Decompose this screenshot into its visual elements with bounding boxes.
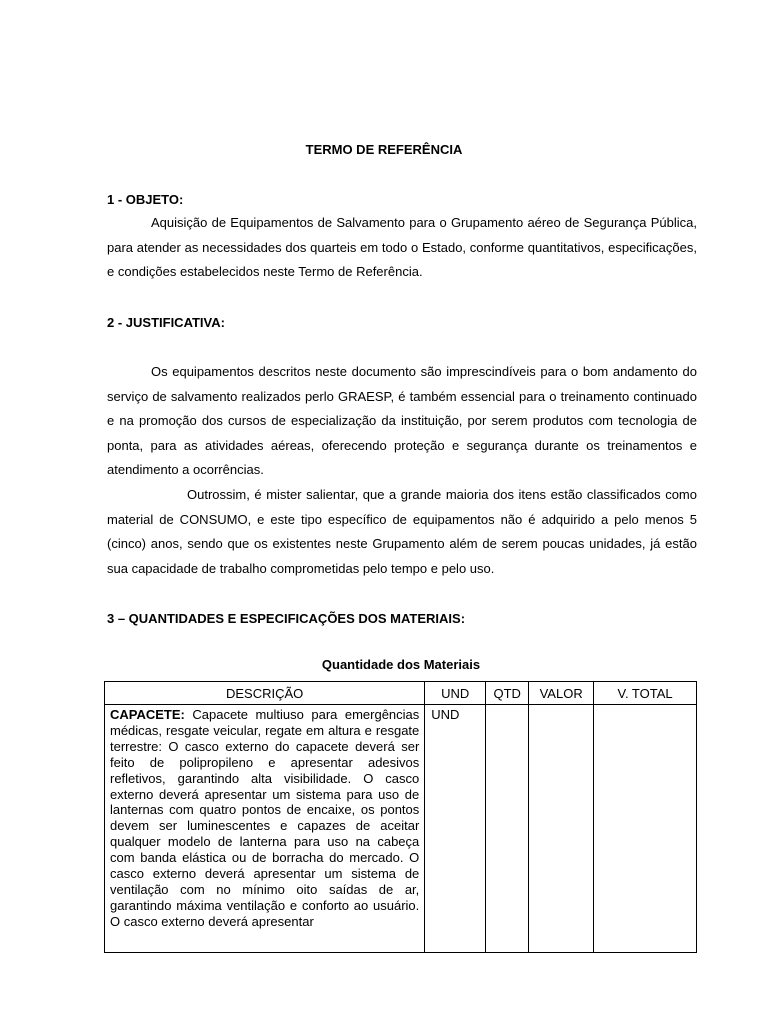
section-heading-objeto: 1 - OBJETO: (107, 192, 184, 207)
col-header-vtotal: V. TOTAL (594, 682, 697, 705)
paragraph: Outrossim, é mister salientar, que a grande maioria dos itens estão classificados como material de CONSUMO, e este tipo específico de equipamentos não é adquirido a pelo menos 5 (cinco) anos, sendo que os existentes neste Grupamento além de serem poucas unidades, já estão sua capacidade de trabalho comprometidas pelo tempo e pelo uso. (107, 486, 697, 576)
col-header-qtd: QTD (486, 682, 529, 705)
cell-vtotal (594, 705, 697, 953)
table-caption: Quantidade dos Materiais (321, 657, 481, 672)
cell-valor (529, 705, 594, 953)
section-heading-justificativa: 2 - JUSTIFICATIVA: (107, 315, 225, 330)
item-description: Capacete multiuso para emergências médicas, resgate veicular, regate em altura e resgate terrestre: O casco externo do capacete deverá ser feito de polipropileno e apresentar adesivos refletivos, garantindo alta visibilidade. O casco externo deverá apresentar um sistema para uso de lanternas com quatro pontos de encaixe, os pontos devem ser luminescentes e capazes de aceitar qualquer modelo de lanterna para uso na cabeça com banda elástica ou de borracha do mercado. O casco externo deverá apresentar um sistema de ventilação com no mínimo oito saídas de ar, garantindo máxima ventilação e conforto ao usuário. O casco externo deverá apresentar (110, 707, 420, 929)
col-header-und: UND (425, 682, 486, 705)
table-row (105, 705, 697, 953)
cell-descricao (105, 705, 425, 953)
section-objeto-text (107, 211, 697, 285)
cell-qtd (486, 705, 529, 953)
section-justificativa-text (107, 360, 697, 581)
table-header-row (105, 682, 697, 705)
item-name: CAPACETE: (110, 707, 185, 722)
col-header-valor: VALOR (529, 682, 594, 705)
cell-und: UND (425, 705, 486, 953)
paragraph: Aquisição de Equipamentos de Salvamento para o Grupamento aéreo de Segurança Pública, para atender as necessidades dos quarteis em todo o Estado, conforme quantitativos, especificações, e condições estabelecidos neste Termo de Referência. (107, 215, 697, 280)
paragraph: Os equipamentos descritos neste documento são imprescindíveis para o bom andamento do serviço de salvamento realizados perlo GRAESP, é também essencial para o treinamento continuado e na promoção dos cursos de especialização da instituição, por serem produtos com tecnologia de ponta, para as atividades aéreas, oferecendo proteção e segurança durante os treinamentos e atendimento a ocorrências. (107, 364, 697, 478)
section-heading-quantidades: 3 – QUANTIDADES E ESPECIFICAÇÕES DOS MATERIAIS: (107, 611, 466, 626)
col-header-descricao: DESCRIÇÃO (105, 682, 425, 705)
document-title: TERMO DE REFERÊNCIA (305, 142, 463, 157)
materials-table (104, 681, 697, 953)
